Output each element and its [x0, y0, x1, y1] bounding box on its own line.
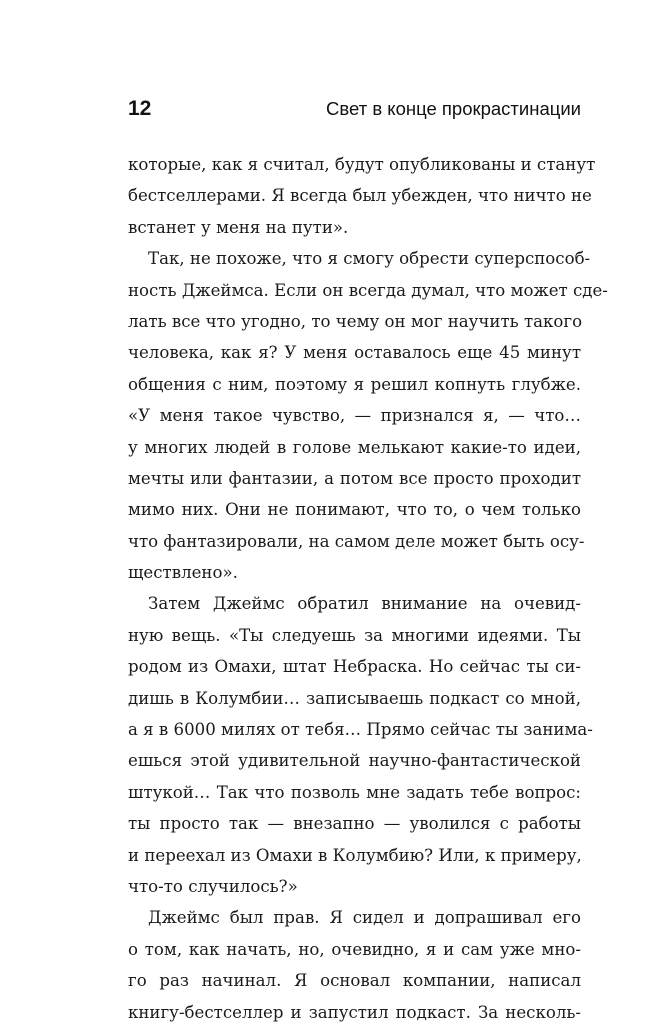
- text-line: бестселлерами. Я всегда был убежден, что ничто не: [128, 186, 592, 206]
- text-line: общения с ним, поэтому я решил копнуть глубже.: [128, 374, 581, 394]
- body-text: [128, 149, 608, 1028]
- text-line: ешься этой удивительной научно-фантастической: [128, 751, 581, 771]
- text-line: и переехал из Омахи в Колумбию? Или, к примеру,: [128, 845, 582, 865]
- text-line: штукой… Так что позволь мне задать тебе вопрос:: [128, 782, 581, 802]
- text-line: а я в 6000 милях от тебя… Прямо сейчас ты занима-: [128, 720, 593, 740]
- text-line: которые, как я считал, будут опубликованы и станут: [128, 155, 596, 174]
- text-line: встанет у меня на пути».: [128, 217, 349, 237]
- text-line: мечты или фантазии, а потом все просто проходит: [128, 468, 581, 488]
- text-line: дишь в Колумбии… записываешь подкаст со мной,: [128, 688, 581, 708]
- text-line: книгу-бестселлер и запустил подкаст. За несколь-: [128, 1002, 581, 1022]
- text-line: лать все что угодно, то чему он мог научить такого: [128, 311, 583, 331]
- text-line: что фантазировали, на самом деле может быть осу-: [128, 531, 585, 551]
- text-line: ность Джеймса. Если он всегда думал, что может сде-: [128, 280, 608, 300]
- text-line: «У меня такое чувство, — признался я, — что…: [128, 406, 581, 426]
- text-line: мимо них. Они не понимают, что то, о чем только: [128, 500, 581, 520]
- text-line: что-то случилось?»: [128, 876, 298, 896]
- text-line: Затем Джеймс обратил внимание на очевид-: [148, 594, 581, 614]
- text-line: о том, как начать, но, очевидно, я и сам уже мно-: [128, 939, 581, 959]
- text-line: человека, как я? У меня оставалось еще 45 минут: [128, 343, 581, 363]
- text-line: го раз начинал. Я основал компании, написал: [128, 971, 581, 991]
- text-line: родом из Омахи, штат Небраска. Но сейчас ты си-: [128, 657, 581, 677]
- text-line: Джеймс был прав. Я сидел и допрашивал его: [148, 908, 581, 928]
- text-line: у многих людей в голове мелькают какие-то идеи,: [128, 437, 581, 457]
- text-line: ществлено».: [128, 563, 238, 583]
- text-line: Так, не похоже, что я смогу обрести суперспособ-: [148, 249, 591, 269]
- page-header: [128, 93, 581, 125]
- page-number: 12: [128, 97, 152, 120]
- running-title: Свет в конце прокрастинации: [326, 98, 581, 119]
- text-line: ты просто так — внезапно — уволился с работы: [128, 814, 581, 834]
- text-line: ную вещь. «Ты следуешь за многими идеями. Ты: [128, 625, 581, 645]
